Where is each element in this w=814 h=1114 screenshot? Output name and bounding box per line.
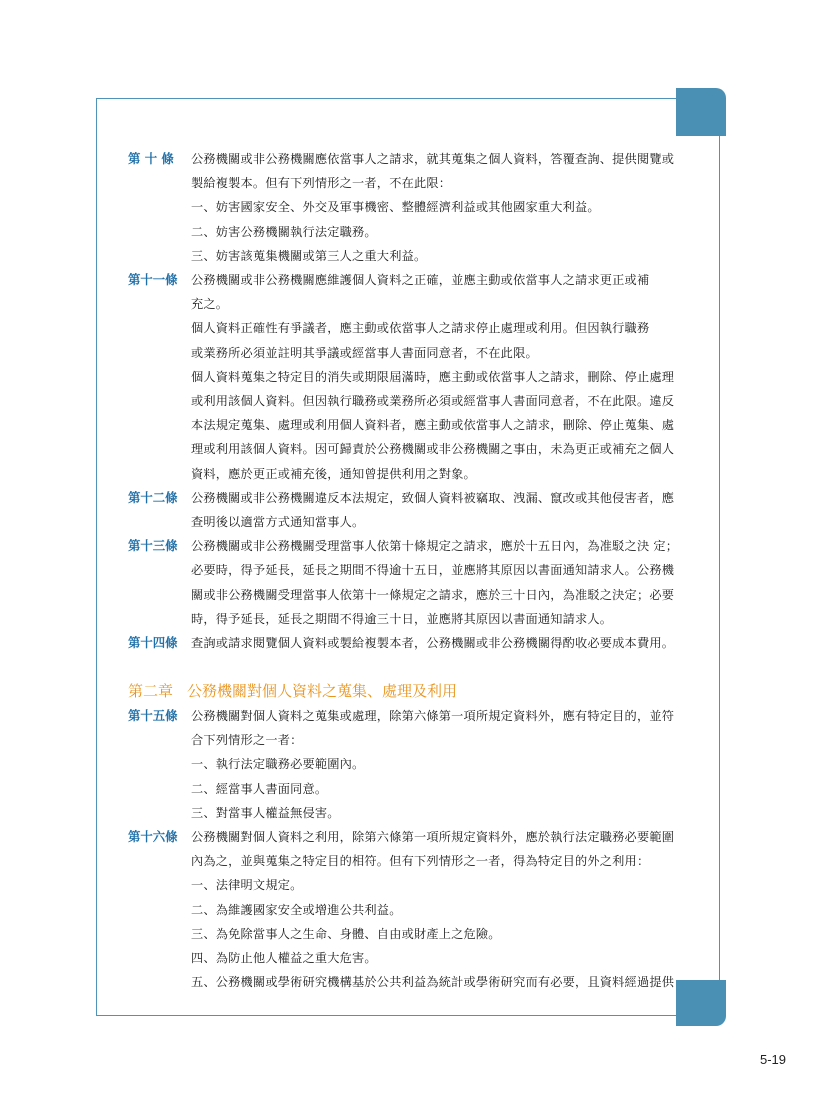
- article-line: 公務機關對個人資料之利用，除第六條第一項所規定資料外，應於執行法定職務必要範圍: [191, 830, 675, 844]
- article-line: 查明後以適當方式通知當事人。: [191, 515, 365, 529]
- corner-tab-bottom: [676, 980, 726, 1026]
- article-line: 公務機關或非公務機關違反本法規定，致個人資料被竊取、洩漏、竄改或其他侵害者，應: [191, 490, 675, 505]
- article-line: 二、經當事人書面同意。: [191, 781, 328, 796]
- article-line: 時，得予延長，延長之期間不得逾三十日，並應將其原因以書面通知請求人。: [191, 611, 613, 626]
- article-label: 第 十 條: [128, 151, 174, 166]
- article-line: 合下列情形之一者：: [191, 733, 303, 748]
- article-line: 二、為維護國家安全或增進公共利益。: [191, 902, 402, 917]
- article-label: 第十六條: [128, 829, 178, 844]
- article-line: 一、妨害國家安全、外交及軍事機密、整體經濟利益或其他國家重大利益。: [191, 200, 600, 215]
- article-line: 查詢或請求閱覽個人資料或製給複製本者，公務機關或非公務機關得酌收必要成本費用。: [191, 636, 675, 650]
- corner-tab-top: [676, 88, 726, 136]
- article-line: 充之。: [191, 297, 229, 312]
- article-line: 三、為免除當事人之生命、身體、自由或財產上之危險。: [191, 926, 501, 941]
- chapter-heading: [128, 682, 471, 700]
- article-line: 理或利用該個人資料。因可歸責於公務機關或非公務機關之事由，未為更正或補充之個人: [191, 442, 675, 457]
- page-frame: [96, 98, 720, 1016]
- article-label: 第十四條: [128, 635, 178, 650]
- article-line: 二、妨害公務機關執行法定職務。: [191, 224, 377, 239]
- article-line: 或利用該個人資料。但因執行職務或業務所必須或經當事人書面同意者，不在此限。違反: [191, 394, 675, 408]
- article-line: 個人資料正確性有爭議者，應主動或依當事人之請求停止處理或利用。但因執行職務: [191, 321, 650, 336]
- chapter-title: 公務機關對個人資料之蒐集、處理及利用: [187, 682, 458, 700]
- article-line: 製給複製本。但有下列情形之一者，不在此限：: [191, 176, 452, 191]
- article-line: 本法規定蒐集、處理或利用個人資料者，應主動或依當事人之請求，刪除、停止蒐集、處: [191, 418, 675, 433]
- article-label: 第十五條: [128, 708, 178, 723]
- article-line: 一、執行法定職務必要範圍內。: [191, 757, 365, 772]
- article-line: 一、法律明文規定。: [191, 878, 303, 893]
- article-line: 公務機關或非公務機關應依當事人之請求，就其蒐集之個人資料，答覆查詢、提供閱覽或: [191, 152, 675, 166]
- article-line: 資料，應於更正或補充後，通知曾提供利用之對象。: [191, 466, 476, 481]
- article-line: 必要時，得予延長，延長之期間不得逾十五日，並應將其原因以書面通知請求人。公務機: [191, 563, 675, 578]
- article-line: 公務機關對個人資料之蒐集或處理，除第六條第一項所規定資料外，應有特定目的，並符: [191, 709, 675, 723]
- article-line: 三、妨害該蒐集機關或第三人之重大利益。: [191, 248, 427, 263]
- article-line: 關或非公務機關受理當事人依第十一條規定之請求，應於三十日內，為准駁之決定；必要: [191, 587, 675, 602]
- page-number: 5-19: [760, 1052, 787, 1067]
- article-label: 第十一條: [128, 272, 178, 287]
- article-line: 個人資料蒐集之特定目的消失或期限屆滿時，應主動或依當事人之請求，刪除、停止處理: [191, 369, 675, 384]
- article-line: 公務機關或非公務機關受理當事人依第十條規定之請求，應於十五日內，為准駁之決 定；: [191, 539, 679, 554]
- article-line: 四、為防止他人權益之重大危害。: [191, 951, 377, 965]
- article-line: 五、公務機關或學術研究機構基於公共利益為統計或學術研究而有必要，且資料經過提供: [191, 975, 675, 990]
- article-line: 三、對當事人權益無侵害。: [191, 805, 340, 820]
- article-line: 公務機關或非公務機關應維護個人資料之正確，並應主動或依當事人之請求更正或補: [191, 273, 650, 287]
- article-label: 第十二條: [128, 489, 178, 505]
- article-line: 內為之，並與蒐集之特定目的相符。但有下列情形之一者，得為特定目的外之利用：: [191, 854, 650, 869]
- article-label: 第十三條: [128, 538, 178, 554]
- chapter-number: 第二章: [128, 682, 174, 700]
- article-line: 或業務所必須並註明其爭議或經當事人書面同意者，不在此限。: [191, 345, 538, 360]
